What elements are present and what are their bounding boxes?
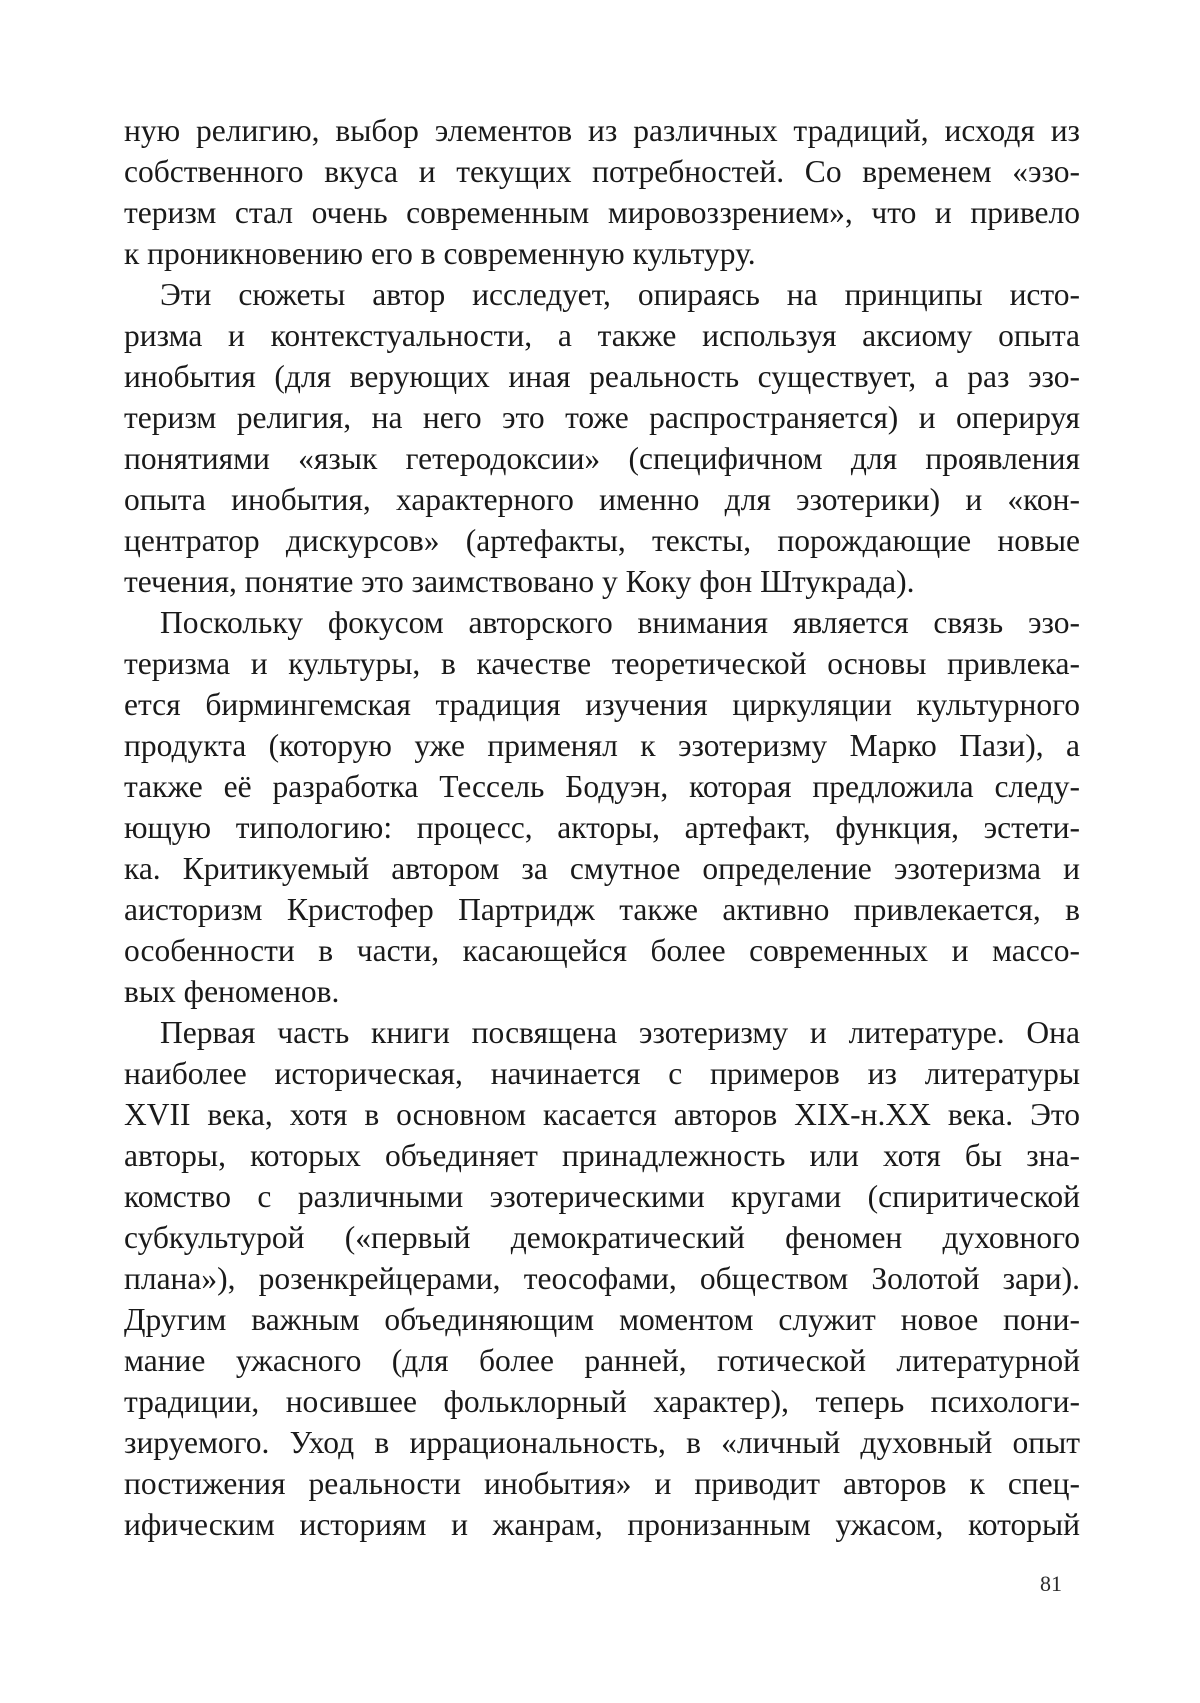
text-line: ифическим историям и жанрам, пронизанным ужасом, который: [124, 1504, 1080, 1545]
text-line: теризм стал очень современным мировоззрением», что и привело: [124, 192, 1080, 233]
text-line: теризма и культуры, в качестве теоретической основы привлека-: [124, 643, 1080, 684]
text-line: инобытия (для верующих иная реальность существует, а раз эзо-: [124, 356, 1080, 397]
text-line: течения, понятие это заимствовано у Коку фон Штукрада).: [124, 561, 1080, 602]
text-line: зируемого. Уход в иррациональность, в «личный духовный опыт: [124, 1422, 1080, 1463]
text-line: плана»), розенкрейцерами, теософами, обществом Золотой зари).: [124, 1258, 1080, 1299]
text-line: теризм религия, на него это тоже распространяется) и оперируя: [124, 397, 1080, 438]
text-line: собственного вкуса и текущих потребностей. Со временем «эзо-: [124, 151, 1080, 192]
paragraph-first-line: Эти сюжеты автор исследует, опираясь на принципы исто-: [124, 274, 1080, 315]
page-number: 81: [1040, 1569, 1062, 1599]
text-line: к проникновению его в современную культуру.: [124, 233, 1080, 274]
text-line: комство с различными эзотерическими кругами (спиритической: [124, 1176, 1080, 1217]
text-line: аисторизм Кристофер Партридж также активно привлекается, в: [124, 889, 1080, 930]
text-line: субкультурой («первый демократический феномен духовного: [124, 1217, 1080, 1258]
text-line: опыта инобытия, характерного именно для эзотерики) и «кон-: [124, 479, 1080, 520]
text-line: также её разработка Тессель Бодуэн, которая предложила следу-: [124, 766, 1080, 807]
paragraph-first-line: Первая часть книги посвящена эзотеризму и литературе. Она: [124, 1012, 1080, 1053]
text-line: ную религию, выбор элементов из различных традиций, исходя из: [124, 110, 1080, 151]
text-line: наиболее историческая, начинается с примеров из литературы: [124, 1053, 1080, 1094]
text-line: традиции, носившее фольклорный характер), теперь психологи-: [124, 1381, 1080, 1422]
text-line: постижения реальности инобытия» и приводит авторов к спец-: [124, 1463, 1080, 1504]
page-body: [124, 110, 1080, 1545]
text-line: XVII века, хотя в основном касается авторов XIX-н.XX века. Это: [124, 1094, 1080, 1135]
text-line: ется бирмингемская традиция изучения циркуляции культурного: [124, 684, 1080, 725]
text-line: Другим важным объединяющим моментом служит новое пони-: [124, 1299, 1080, 1340]
text-line: ризма и контекстуальности, а также используя аксиому опыта: [124, 315, 1080, 356]
text-line: особенности в части, касающейся более современных и массо-: [124, 930, 1080, 971]
text-line: понятиями «язык гетеродоксии» (специфичном для проявления: [124, 438, 1080, 479]
text-line: мание ужасного (для более ранней, готической литературной: [124, 1340, 1080, 1381]
paragraph-first-line: Поскольку фокусом авторского внимания является связь эзо-: [124, 602, 1080, 643]
text-line: авторы, которых объединяет принадлежность или хотя бы зна-: [124, 1135, 1080, 1176]
text-line: продукта (которую уже применял к эзотеризму Марко Пази), а: [124, 725, 1080, 766]
text-line: ющую типологию: процесс, акторы, артефакт, функция, эстети-: [124, 807, 1080, 848]
text-line: ка. Критикуемый автором за смутное определение эзотеризма и: [124, 848, 1080, 889]
text-line: вых феноменов.: [124, 971, 1080, 1012]
text-line: центратор дискурсов» (артефакты, тексты, порождающие новые: [124, 520, 1080, 561]
